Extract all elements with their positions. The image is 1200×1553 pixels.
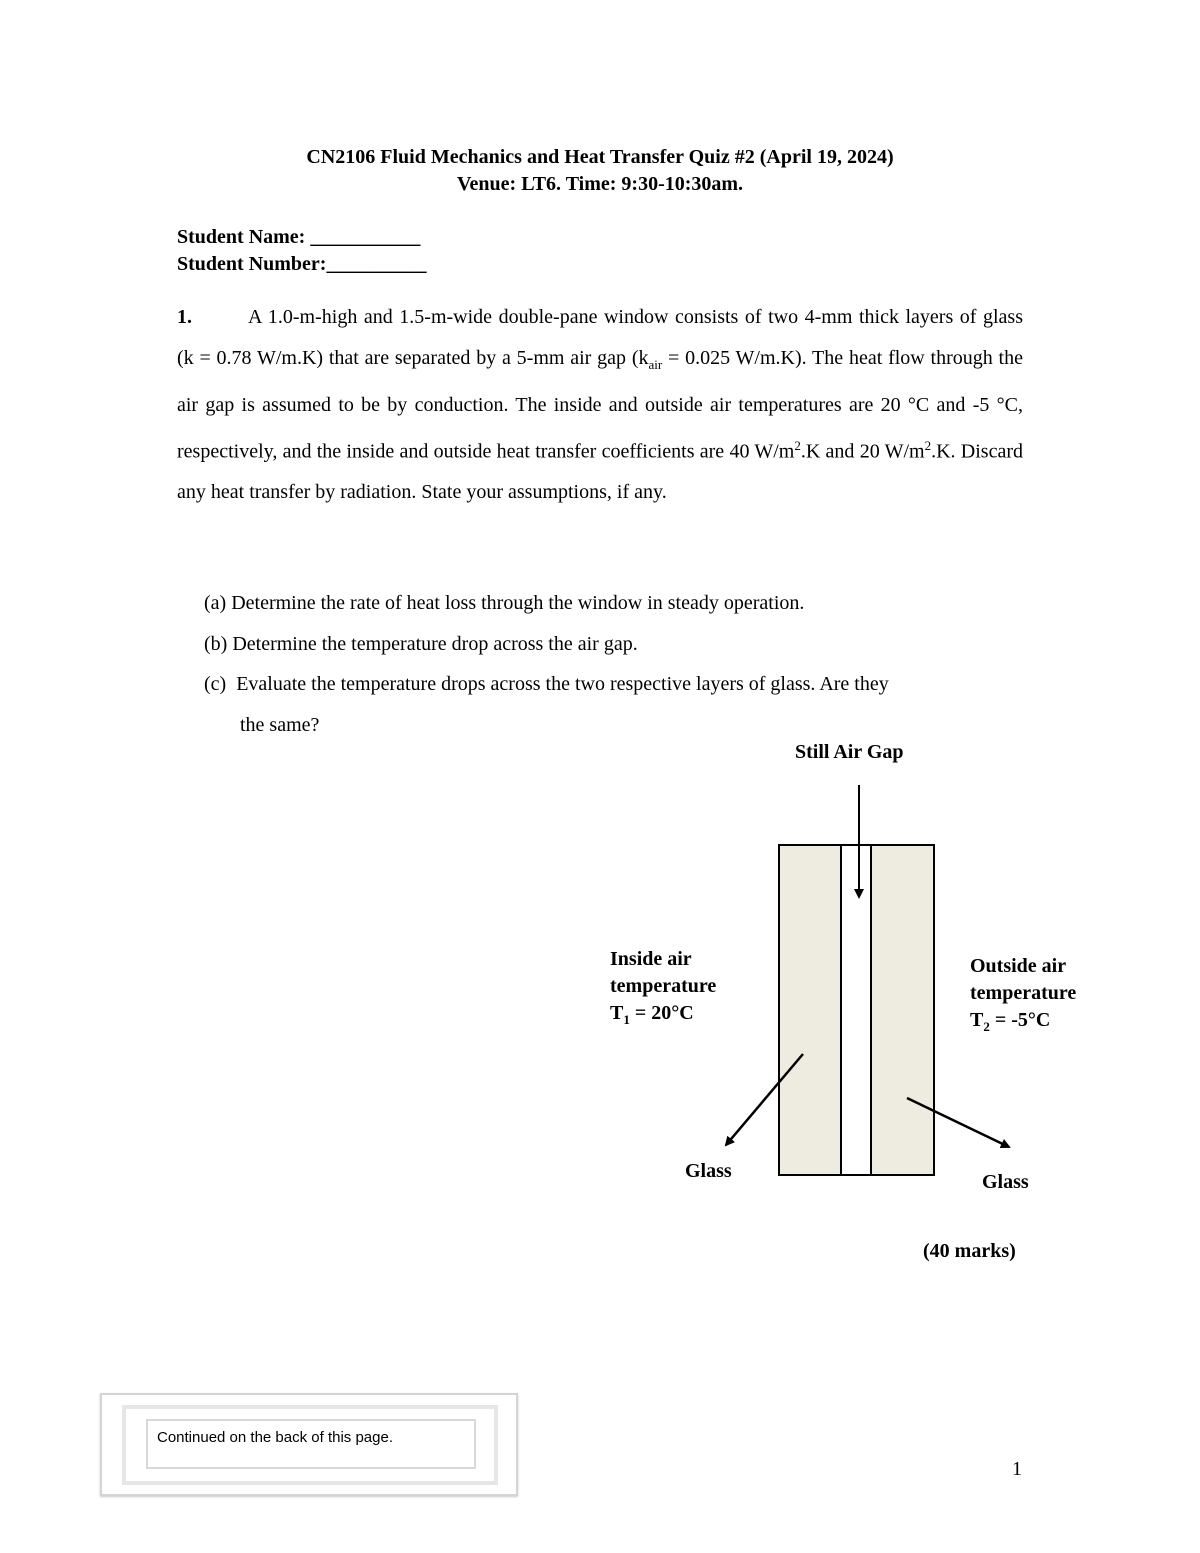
outside-air-temp — [970, 1007, 1076, 1040]
student-number-field: Student Number:__________ — [177, 253, 427, 275]
inside-t-subscript: 1 — [623, 1012, 630, 1027]
continued-note: Continued on the back of this page. — [157, 1429, 394, 1446]
inside-t-value: = 20°C — [629, 1002, 694, 1024]
superscript-2a: 2 — [794, 437, 801, 453]
student-name-field: Student Name: ___________ — [177, 226, 421, 248]
inside-air-line2: temperature — [610, 975, 717, 997]
inside-air-line1: Inside air — [610, 948, 692, 970]
quiz-title: CN2106 Fluid Mechanics and Heat Transfer Quiz #2 (April 19, 2024) — [306, 146, 894, 168]
part-c-label: (c) — [204, 673, 227, 695]
part-a-label: (a) — [204, 592, 227, 614]
superscript-2b: 2 — [924, 437, 932, 453]
part-a-text: Determine the rate of heat loss through the window in steady operation. — [231, 592, 805, 614]
outside-t-symbol: T — [970, 1009, 984, 1031]
question-number: 1. — [177, 306, 192, 328]
question-text-part4: .K. Discard any heat transfer by radiation. State your assumptions, if any. — [177, 440, 1024, 503]
inside-t-symbol: T — [610, 1002, 624, 1024]
venue-time: Venue: LT6. Time: 9:30-10:30am. — [456, 173, 744, 195]
part-c-continued: the same? — [240, 714, 320, 736]
air-gap — [841, 845, 871, 1175]
part-b-label: (b) — [204, 633, 228, 655]
outside-air-label — [970, 953, 1076, 1040]
outside-air-line2: temperature — [970, 982, 1077, 1004]
question-text-part3: .K and 20 W/m — [800, 440, 925, 463]
part-c-text: Evaluate the temperature drops across the two respective layers of glass. Are they — [236, 673, 889, 695]
still-air-gap-label: Still Air Gap — [795, 741, 904, 763]
outside-air-line1: Outside air — [970, 955, 1067, 977]
outside-t-value: = -5°C — [989, 1009, 1051, 1031]
marks-label: (40 marks) — [923, 1240, 1016, 1262]
glass-pane-right — [871, 845, 934, 1175]
page-number: 1 — [1012, 1458, 1022, 1480]
glass-label-right: Glass — [982, 1171, 1029, 1193]
inside-air-temp — [610, 1000, 716, 1033]
part-b-text: Determine the temperature drop across the air gap. — [232, 633, 638, 655]
outside-t-subscript: 2 — [983, 1019, 990, 1034]
glass-pane-left — [779, 845, 841, 1175]
glass-label-left: Glass — [685, 1160, 732, 1182]
kair-subscript: air — [648, 356, 663, 372]
question-text-part2: = 0.025 W/m.K). The heat flow through the air gap is assumed to be by conduction. The inside and outside air temperatures are 20 °C and -5 °C, respectively, and the inside and outside heat transfer coefficients are 40 W/m — [177, 346, 1023, 463]
inside-air-label — [610, 946, 716, 1033]
question-text-part1: A 1.0-m-high and 1.5-m-wide double-pane window consists of two 4-mm thick layers of glass (k = 0.78 W/m.K) that are separated by a 5-mm air gap (k — [177, 306, 1023, 369]
